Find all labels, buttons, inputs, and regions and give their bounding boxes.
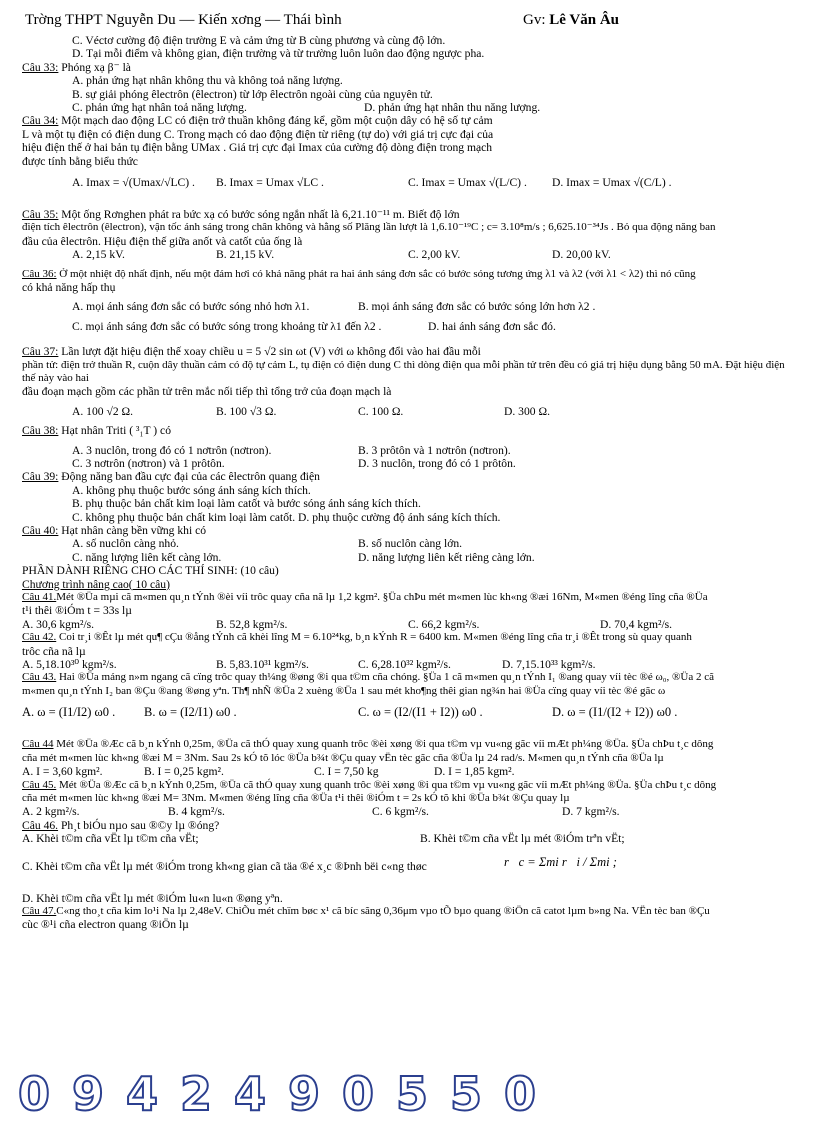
option-b: B. 100 √3 Ω. [216,404,277,418]
question-text: Ph¸t biÓu nµo sau ®©y lµ ®óng? [58,818,220,832]
option-row [22,101,800,114]
question-label: Câu 47. [22,904,57,917]
section-title: PHẦN DÀNH RIÊNG CHO CÁC THÍ SINH: (10 câu) [22,564,279,578]
option-d: D. Khèi t©m cña vËt lµ mét ®iÓm lu«n lu«n ®øng yªn. [22,891,283,905]
option-row [22,444,800,457]
question-label: Câu 37: [22,345,59,359]
option-d: D. hai ánh sáng đơn sắc đó. [428,319,556,333]
question-label: Câu 46. [22,818,59,832]
option-a: A. Khèi t©m cña vËt lµ t©m cña vËt; [22,832,199,846]
option-d: D. 70,4 kgm²/s. [600,617,673,631]
option-row [22,405,800,418]
question-text: Hai ®Üa máng n»m ngang cã cïng trôc quay th¼ng ®øng ®i qua t©m cña chóng. §Üa 1 cã m«men qu¸n tÝnh I₁ ®ang quay víi tèc ®é ω₀, ®Üa 2 cã [56,671,715,684]
option-b: B. I = 0,25 kgm². [144,765,224,779]
option-row [22,551,800,564]
question-44 [22,738,800,751]
question-41 [22,591,800,604]
question-text: Động năng ban đầu cực đại của các êlectrôn quang điện [58,470,320,484]
option-b: B. Khèi t©m cña vËt lµ mét ®iÓm trªn vËt; [420,832,625,846]
option-c: C. mọi ánh sáng đơn sắc có bước sóng trong khoảng từ λ1 đến λ2 . [72,319,382,333]
option-row [22,805,800,818]
option-row [22,618,800,631]
option-row [22,698,800,738]
question-label: Câu 34: [22,114,59,128]
option-c: C. 66,2 kgm²/s. [408,617,480,631]
option-cd: C. không phụ thuộc bản chất kim loại làm catốt. D. phụ thuộc cường độ ánh sáng kích thích. [72,510,501,524]
question-label: Câu 43. [22,671,57,684]
option-b: B. 52,8 kgm²/s. [216,617,288,631]
question-36 [22,268,800,281]
question-text-line: t¹i thêi ®iÓm t = 33s lµ [22,604,132,618]
option-row [22,300,800,313]
subsection-title: Chương trình nâng cao( 10 câu) [22,577,170,591]
question-47 [22,905,800,918]
option-row [22,457,800,470]
option-row [22,248,800,261]
option-a: A. 5,18.10³⁰ kgm²/s. [22,658,117,672]
option-c: C. 6 kgm²/s. [372,805,429,819]
option-b: B. sự giải phóng êlectrôn (êlectron) từ lớp êlectrôn ngoài cùng của nguyên tử. [72,87,433,101]
question-text-line: có khả năng hấp thụ [22,281,116,295]
question-35 [22,208,800,221]
question-text: Hạt nhân càng bền vững khi có [58,524,207,538]
phone-watermark: 0942490550 [18,1067,559,1121]
option-row [22,765,800,778]
question-45 [22,779,800,792]
option-d: D. Imax = Umax √(C/L) . [552,176,672,190]
option-d: D. 7 kgm²/s. [562,805,620,819]
question-text-line: điện tích êlectrôn (êlectron), vận tốc ánh sáng trong chân không và hằng số Plăng lần lượt là 1,6.10⁻¹⁹C ; c= 3.10⁸m/s ; 6,625.10⁻³⁴Js . Bỏ qua động năng ban [22,221,716,234]
question-text: Coi tr¸i ®Êt lµ mét qu¶ cÇu ®ång tÝnh cã khèi lîng M = 6.10²⁴kg, b¸n kÝnh R = 6400 km. M«men ®éng lîng cña tr¸i ®Êt trong sù quay quanh [56,631,692,644]
option-c: C. phản ứng hạt nhân toả năng lượng. [72,101,247,115]
question-text: Một ống Rơnghen phát ra bức xạ có bước sóng ngắn nhất là 6,21.10⁻¹¹ m. Biết độ lớn [58,208,460,222]
option-row [22,846,800,886]
option-line: D. Tại mỗi điểm và không gian, điện trường và từ trường luôn luôn dao động ngược pha. [72,47,485,61]
option-b: B. mọi ánh sáng đơn sắc có bước sóng lớn hơn λ2 . [358,300,596,314]
question-label: Câu 36: [22,267,57,280]
question-33 [22,61,800,74]
question-label: Câu 42. [22,631,57,644]
center-of-mass-formula: r⃗c = Σmi r⃗i / Σmi ; [504,854,617,869]
option-d: D. 7,15.10³³ kgm²/s. [502,658,596,672]
question-text: Mét ®Üa mµi cã m«men qu¸n tÝnh ®èi víi trôc quay cña nã lµ 1,2 kgm². §Üa chÞu mét m«men lùc kh«ng ®æi 16Nm, M«men ®éng lîng cña ®Üa [56,591,708,604]
option-a: A. phản ứng hạt nhân không thu và không toả năng lượng. [72,74,343,88]
option-d: D. ω = (I1/(I2 + I2)) ω0 . [552,705,678,720]
option-b: B. ω = (I2/I1) ω0 . [144,705,237,720]
option-a: A. ω = (I1/I2) ω0 . [22,705,116,720]
option-c: C. ω = (I2/(I1 + I2)) ω0 . [358,705,483,720]
option-a: A. mọi ánh sáng đơn sắc có bước sóng nhỏ hơn λ1. [72,300,310,314]
option-a: A. I = 3,60 kgm². [22,765,103,779]
question-text-line: phần tử: điện trở thuần R, cuộn dây thuần cảm có độ tự cảm L, tụ điện có điện dung C thì dòng điện qua mỗi phần tử trên đều có giá trị hiệu dụng bằng 50 mA. Đặt hiệu điện thế này vào hai [22,358,785,385]
question-text-line: được tính bằng biểu thức [22,154,138,168]
option-c: C. I = 7,50 kg [314,765,379,779]
option-b: B. 4 kgm²/s. [168,805,225,819]
option-c: C. 3 nơtrôn (nơtron) và 1 prôtôn. [72,457,225,471]
question-text-line: đầu của êlectrôn. Hiệu điện thế giữa anốt và catốt của ống là [22,234,303,248]
option-a: A. Imax = √(Umax/√LC) . [72,176,195,190]
question-label: Câu 39: [22,470,59,484]
option-row [22,658,800,671]
option-d: D. 20,00 kV. [552,248,611,262]
question-text-line: L và một tụ điện có điện dung C. Trong mạch có dao động điện từ riêng (tự do) với giá trị cực đại của [22,127,494,141]
question-label: Câu 35: [22,208,59,222]
option-a: A. 2 kgm²/s. [22,805,80,819]
option-d: D. năng lượng liên kết riêng càng lớn. [358,550,535,564]
option-a: A. 3 nuclôn, trong đó có 1 nơtrôn (nơtron). [72,443,272,457]
teacher-prefix: Gv: [523,12,550,28]
question-43 [22,671,800,684]
question-label: Câu 33: [22,60,59,74]
question-text-line: cña mét m«men lùc kh«ng ®æi M= 3Nm. M«men ®éng lîng cña ®Üa t¹i thêi ®iÓm t = 2s kÓ tõ khi ®Üa b¾t ®Çu quay lµ [22,791,570,804]
exam-content [22,34,800,932]
option-b: B. phụ thuộc bản chất kim loại làm catốt và bước sóng ánh sáng kích thích. [72,497,421,511]
question-label: Câu 41. [22,591,57,604]
question-text: Một mạch dao động LC có điện trở thuần không đáng kể, gồm một cuộn dây có hệ số tự cảm [58,114,493,128]
option-c: C. 6,28.10³² kgm²/s. [358,658,451,672]
option-d: D. 300 Ω. [504,404,550,418]
question-34 [22,114,800,127]
question-text: Mét ®Üa ®Æc cã b¸n kÝnh 0,25m, ®Üa cã thÓ quay xung quanh trôc ®èi xøng ®i qua t©m vµ vu«ng gãc víi mÆt ph¼ng ®Üa. §Üa chÞu t¸c dông [56,778,717,791]
school-name: Trờng THPT Nguyễn Du — Kiến xơng — Thái bình [25,12,342,28]
option-row [22,832,800,845]
option-c: C. 2,00 kV. [408,248,461,262]
question-42 [22,631,800,644]
question-text-line: cùc ®¹i cña electron quang ®iÖn lµ [22,918,189,932]
option-row [22,537,800,550]
option-c: C. năng lượng liên kết càng lớn. [72,550,222,564]
option-row [22,320,800,333]
question-label: Câu 44 [22,738,54,751]
question-text-line: trôc cña nã lµ [22,644,86,658]
question-text: Hạt nhân Triti ( ³₁T ) có [58,424,171,438]
question-text-line: đầu đoạn mạch gồm các phần tử trên mắc nối tiếp thì tổng trở của đoạn mạch là [22,385,392,399]
option-line: C. Véctơ cường độ điện trường E và cảm ứng từ B cùng phương và cùng độ lớn. [72,34,446,47]
option-c: C. Khèi t©m cña vËt lµ mét ®iÓm trong kh«ng gian cã täa ®é x¸c ®Þnh bëi c«ng thøc [22,859,427,873]
option-d: D. phản ứng hạt nhân thu năng lượng. [364,101,541,115]
option-d: D. 3 nuclôn, trong đó có 1 prôtôn. [358,457,516,471]
option-a: A. 2,15 kV. [72,248,125,262]
question-text: Lần lượt đặt hiệu điện thế xoay chiều u = 5 √2 sin ωt (V) với ω không đổi vào hai đầu mỗi [58,345,481,359]
question-label: Câu 45. [22,778,57,791]
question-text: Phóng xạ β⁻ là [58,60,131,74]
question-text-line: cña mét m«men lùc kh«ng ®æi M = 3Nm. Sau 2s kÓ tõ lóc ®Üa b¾t ®Çu quay vËn tèc gãc cña ®Üa lµ 24 rad/s. M«men qu¸n tÝnh cña ®Üa lµ [22,751,664,764]
question-37 [22,345,800,358]
teacher-name: Lê Văn Âu [549,12,619,28]
question-text-line: hiệu điện thế ở hai bản tụ điện bằng UMax . Giá trị cực đại Imax của cường độ dòng điện trong mạch [22,141,493,155]
option-b: B. Imax = Umax √LC . [216,176,324,190]
option-c: C. 100 Ω. [358,404,404,418]
option-b: B. số nuclôn càng lớn. [358,537,463,551]
option-d: D. I = 1,85 kgm². [434,765,515,779]
option-b: B. 3 prôtôn và 1 nơtrôn (nơtron). [358,443,511,457]
teacher-label [523,12,619,29]
option-row [22,168,800,208]
option-a: A. 100 √2 Ω. [72,404,134,418]
question-46 [22,819,800,832]
option-b: B. 21,15 kV. [216,248,275,262]
question-40 [22,524,800,537]
question-text: Ở một nhiệt độ nhất định, nếu một đám hơi có khả năng phát ra hai ánh sáng đơn sắc có bước sóng tương ứng λ1 và λ2 (với λ1 < λ2) thì nó cũng [56,267,696,280]
question-text: C«ng tho¸t cña kim lo¹i Na lµ 2,48eV. ChiÕu mét chïm bøc x¹ cã bíc sãng 0,36μm vµo tÕ bµo quang ®iÖn cã catot lµm b»ng Na. VËn tèc ban ®Çu [56,904,710,917]
option-b: B. 5,83.10³¹ kgm²/s. [216,658,309,672]
question-39 [22,470,800,483]
question-38 [22,424,800,437]
option-a: A. số nuclôn càng nhỏ. [72,537,179,551]
question-text: Mét ®Üa ®Æc cã b¸n kÝnh 0,25m, ®Üa cã thÓ quay xung quanh trôc ®èi xøng ®i qua t©m vµ vu«ng gãc víi mÆt ph¼ng ®Üa. §Üa chÞu t¸c dông [53,738,714,751]
page-header [25,12,805,30]
question-label: Câu 40: [22,524,59,538]
option-a: A. không phụ thuộc bước sóng ánh sáng kích thích. [72,483,311,497]
option-a: A. 30,6 kgm²/s. [22,617,95,631]
question-label: Câu 38: [22,424,59,438]
option-c: C. Imax = Umax √(L/C) . [408,176,527,190]
question-text-line: m«men qu¸n tÝnh I₂ ban ®Çu ®ang ®øng yªn. Th¶ nhÑ ®Üa 2 xuèng ®Üa 1 sau mét kho¶ng thêi gian ng¾n hai ®Üa cïng quay víi tèc ®é gãc ω [22,684,666,697]
